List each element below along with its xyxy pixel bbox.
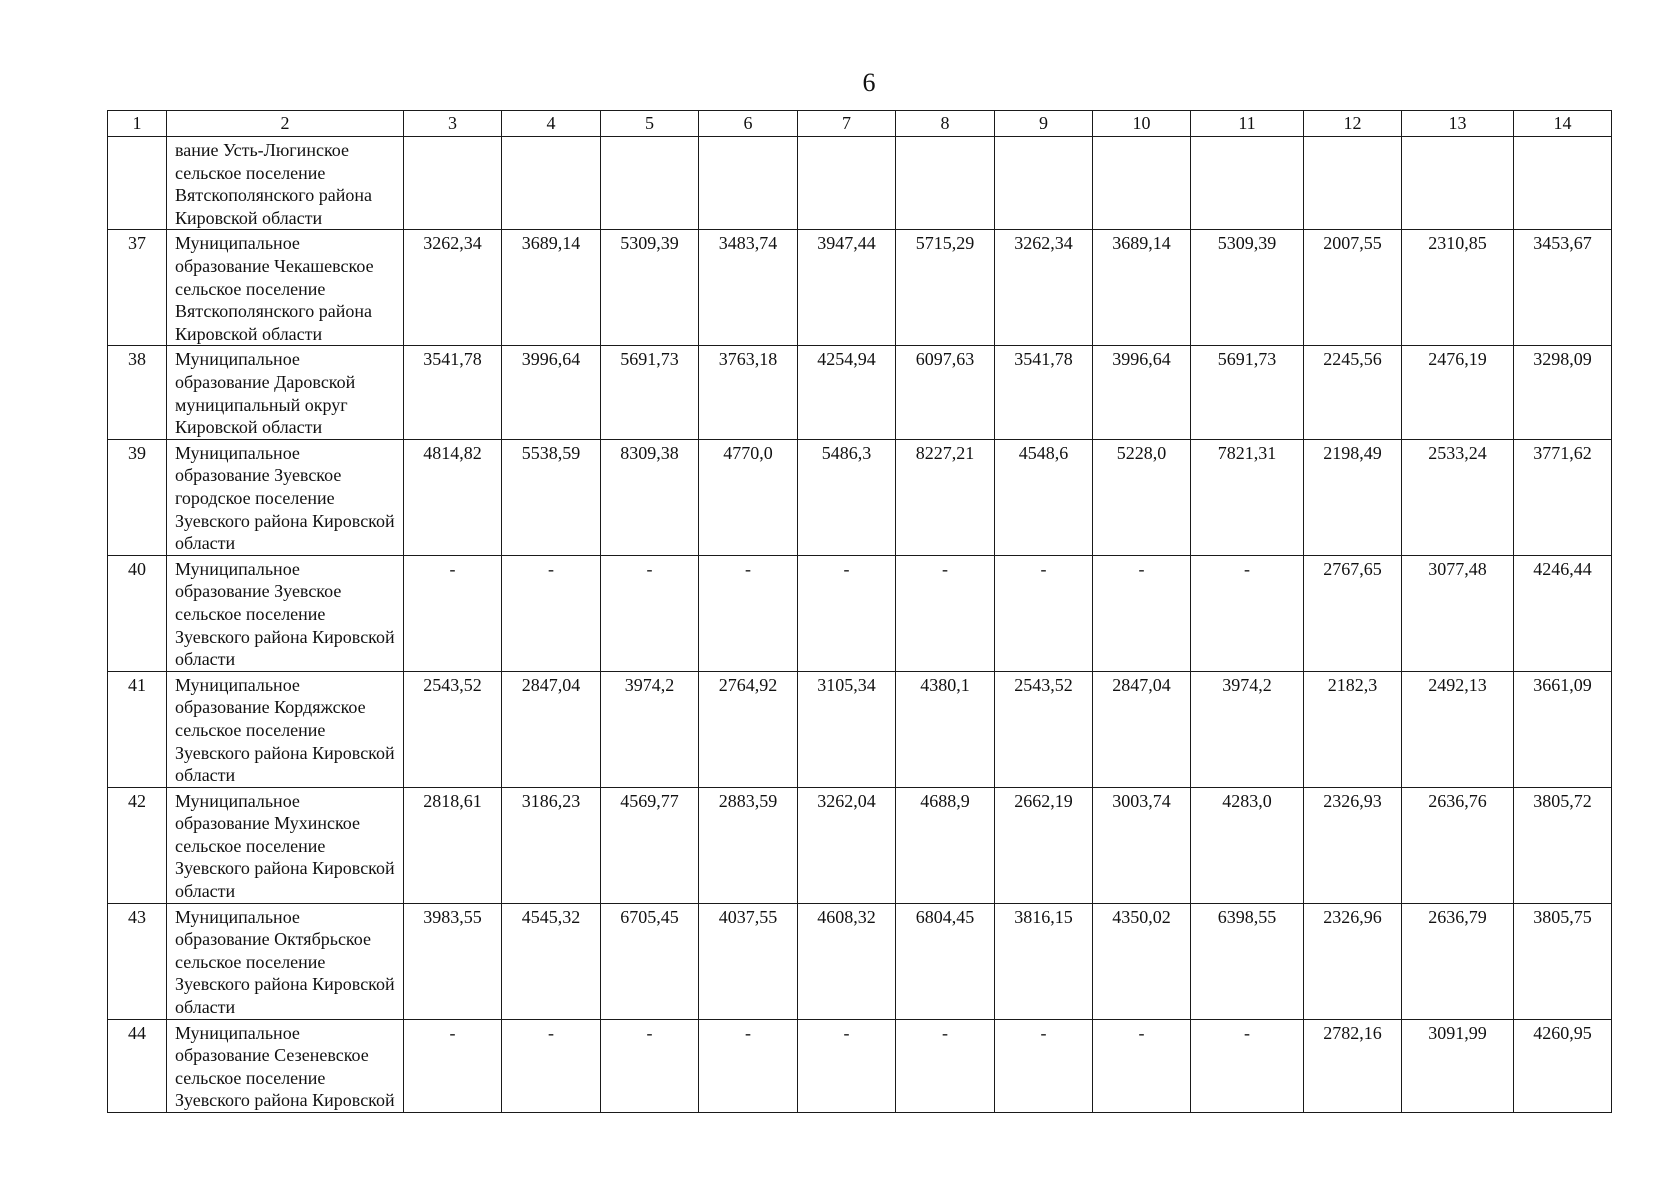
value-cell: 4770,0 [699, 439, 798, 555]
value-cell: 3003,74 [1093, 787, 1191, 903]
value-cell: 3186,23 [502, 787, 601, 903]
value-cell: 3947,44 [798, 230, 896, 346]
value-cell: 2767,65 [1304, 555, 1402, 671]
page-number: 6 [862, 68, 876, 97]
value-cell [995, 137, 1093, 230]
column-number-header: 6 [699, 111, 798, 137]
value-cell: 6804,45 [896, 903, 995, 1019]
value-cell: - [601, 555, 699, 671]
value-cell: 3996,64 [502, 346, 601, 439]
value-cell: 3689,14 [1093, 230, 1191, 346]
value-cell: 3974,2 [1191, 671, 1304, 787]
column-number-header: 4 [502, 111, 601, 137]
column-number-header: 3 [404, 111, 502, 137]
municipality-name-cell: Муниципальное образование Кордяжское сельское поселение Зуевского района Кировской области [167, 671, 404, 787]
column-number-header: 9 [995, 111, 1093, 137]
value-cell: 4037,55 [699, 903, 798, 1019]
row-number-cell: 39 [108, 439, 167, 555]
value-cell: 5228,0 [1093, 439, 1191, 555]
value-cell: 2533,24 [1402, 439, 1514, 555]
row-number-cell: 40 [108, 555, 167, 671]
value-cell: 3805,72 [1514, 787, 1612, 903]
value-cell [1304, 137, 1402, 230]
value-cell: 2636,76 [1402, 787, 1514, 903]
value-cell: - [699, 1019, 798, 1112]
table-body [108, 111, 1612, 1113]
value-cell: - [1191, 1019, 1304, 1112]
column-number-header: 12 [1304, 111, 1402, 137]
value-cell: 5309,39 [601, 230, 699, 346]
municipality-name-cell: Муниципальное образование Даровской муниципальный округ Кировской области [167, 346, 404, 439]
value-cell: 2310,85 [1402, 230, 1514, 346]
value-cell [896, 137, 995, 230]
value-cell: 5309,39 [1191, 230, 1304, 346]
value-cell: 2476,19 [1402, 346, 1514, 439]
value-cell: 2492,13 [1402, 671, 1514, 787]
tariff-table [107, 110, 1612, 1113]
municipality-name-cell: Муниципальное образование Зуевское сельское поселение Зуевского района Кировской области [167, 555, 404, 671]
value-cell: 4688,9 [896, 787, 995, 903]
value-cell: 2636,79 [1402, 903, 1514, 1019]
value-cell: 3262,04 [798, 787, 896, 903]
value-cell: 5691,73 [601, 346, 699, 439]
column-number-header: 7 [798, 111, 896, 137]
column-number-header: 14 [1514, 111, 1612, 137]
table-row [108, 903, 1612, 1019]
value-cell [699, 137, 798, 230]
value-cell: - [1093, 1019, 1191, 1112]
value-cell: - [1093, 555, 1191, 671]
value-cell: 6705,45 [601, 903, 699, 1019]
value-cell: - [1191, 555, 1304, 671]
table-row [108, 137, 1612, 230]
value-cell: 5691,73 [1191, 346, 1304, 439]
column-number-header: 8 [896, 111, 995, 137]
table-row [108, 555, 1612, 671]
value-cell: 4569,77 [601, 787, 699, 903]
value-cell: 3763,18 [699, 346, 798, 439]
value-cell: 5486,3 [798, 439, 896, 555]
value-cell: 4246,44 [1514, 555, 1612, 671]
value-cell: 4548,6 [995, 439, 1093, 555]
value-cell: 2782,16 [1304, 1019, 1402, 1112]
value-cell: - [798, 1019, 896, 1112]
value-cell [1514, 137, 1612, 230]
table-row [108, 230, 1612, 346]
value-cell: - [896, 1019, 995, 1112]
value-cell: 4350,02 [1093, 903, 1191, 1019]
value-cell: 3805,75 [1514, 903, 1612, 1019]
value-cell: 2662,19 [995, 787, 1093, 903]
value-cell [404, 137, 502, 230]
value-cell: 3816,15 [995, 903, 1093, 1019]
column-number-header: 2 [167, 111, 404, 137]
value-cell: 4814,82 [404, 439, 502, 555]
value-cell: 2847,04 [502, 671, 601, 787]
value-cell: 3262,34 [404, 230, 502, 346]
value-cell: 3983,55 [404, 903, 502, 1019]
value-cell: 5715,29 [896, 230, 995, 346]
value-cell: 4545,32 [502, 903, 601, 1019]
value-cell: 3262,34 [995, 230, 1093, 346]
municipality-name-cell: Муниципальное образование Сезеневское сельское поселение Зуевского района Кировской [167, 1019, 404, 1112]
value-cell: - [896, 555, 995, 671]
value-cell: - [404, 555, 502, 671]
column-number-header: 5 [601, 111, 699, 137]
value-cell: 7821,31 [1191, 439, 1304, 555]
value-cell: 3105,34 [798, 671, 896, 787]
municipality-name-cell: Муниципальное образование Зуевское городское поселение Зуевского района Кировской области [167, 439, 404, 555]
value-cell: 4608,32 [798, 903, 896, 1019]
value-cell: 4380,1 [896, 671, 995, 787]
table-row [108, 439, 1612, 555]
value-cell: - [699, 555, 798, 671]
value-cell: 6398,55 [1191, 903, 1304, 1019]
value-cell: 3453,67 [1514, 230, 1612, 346]
row-number-cell: 44 [108, 1019, 167, 1112]
value-cell: 2326,93 [1304, 787, 1402, 903]
value-cell: - [995, 1019, 1093, 1112]
value-cell: 2326,96 [1304, 903, 1402, 1019]
value-cell: 3077,48 [1402, 555, 1514, 671]
column-number-header: 1 [108, 111, 167, 137]
row-number-cell: 41 [108, 671, 167, 787]
value-cell: 2182,3 [1304, 671, 1402, 787]
value-cell: - [995, 555, 1093, 671]
value-cell: 2543,52 [404, 671, 502, 787]
value-cell: 2764,92 [699, 671, 798, 787]
value-cell: 3483,74 [699, 230, 798, 346]
value-cell: 3298,09 [1514, 346, 1612, 439]
value-cell: 4283,0 [1191, 787, 1304, 903]
municipality-name-cell: вание Усть-Люгинское сельское поселение Вятскополянского района Кировской области [167, 137, 404, 230]
value-cell: 2543,52 [995, 671, 1093, 787]
row-number-cell: 37 [108, 230, 167, 346]
value-cell: 6097,63 [896, 346, 995, 439]
value-cell: 3541,78 [404, 346, 502, 439]
municipality-name-cell: Муниципальное образование Октябрьское сельское поселение Зуевского района Кировской области [167, 903, 404, 1019]
row-number-cell [108, 137, 167, 230]
value-cell: 3974,2 [601, 671, 699, 787]
table-row [108, 1019, 1612, 1112]
value-cell [601, 137, 699, 230]
row-number-cell: 38 [108, 346, 167, 439]
column-number-header-row [108, 111, 1612, 137]
value-cell: 3541,78 [995, 346, 1093, 439]
value-cell: 2883,59 [699, 787, 798, 903]
value-cell: 3091,99 [1402, 1019, 1514, 1112]
row-number-cell: 43 [108, 903, 167, 1019]
column-number-header: 11 [1191, 111, 1304, 137]
value-cell: 4254,94 [798, 346, 896, 439]
column-number-header: 13 [1402, 111, 1514, 137]
value-cell: - [798, 555, 896, 671]
value-cell: 3661,09 [1514, 671, 1612, 787]
value-cell [1093, 137, 1191, 230]
value-cell: - [502, 555, 601, 671]
value-cell: 8227,21 [896, 439, 995, 555]
table-row [108, 671, 1612, 787]
value-cell: 2818,61 [404, 787, 502, 903]
value-cell: - [502, 1019, 601, 1112]
value-cell: 2847,04 [1093, 671, 1191, 787]
table-row [108, 787, 1612, 903]
value-cell: 3689,14 [502, 230, 601, 346]
value-cell: 2007,55 [1304, 230, 1402, 346]
value-cell: 3996,64 [1093, 346, 1191, 439]
value-cell: 5538,59 [502, 439, 601, 555]
value-cell: 2198,49 [1304, 439, 1402, 555]
municipality-name-cell: Муниципальное образование Мухинское сельское поселение Зуевского района Кировской области [167, 787, 404, 903]
value-cell [502, 137, 601, 230]
value-cell: - [404, 1019, 502, 1112]
value-cell: 4260,95 [1514, 1019, 1612, 1112]
value-cell: 2245,56 [1304, 346, 1402, 439]
municipality-name-cell: Муниципальное образование Чекашевское сельское поселение Вятскополянского района Кировской области [167, 230, 404, 346]
row-number-cell: 42 [108, 787, 167, 903]
value-cell: 8309,38 [601, 439, 699, 555]
value-cell [1191, 137, 1304, 230]
value-cell: - [601, 1019, 699, 1112]
value-cell [798, 137, 896, 230]
value-cell: 3771,62 [1514, 439, 1612, 555]
value-cell [1402, 137, 1514, 230]
column-number-header: 10 [1093, 111, 1191, 137]
table-row [108, 346, 1612, 439]
